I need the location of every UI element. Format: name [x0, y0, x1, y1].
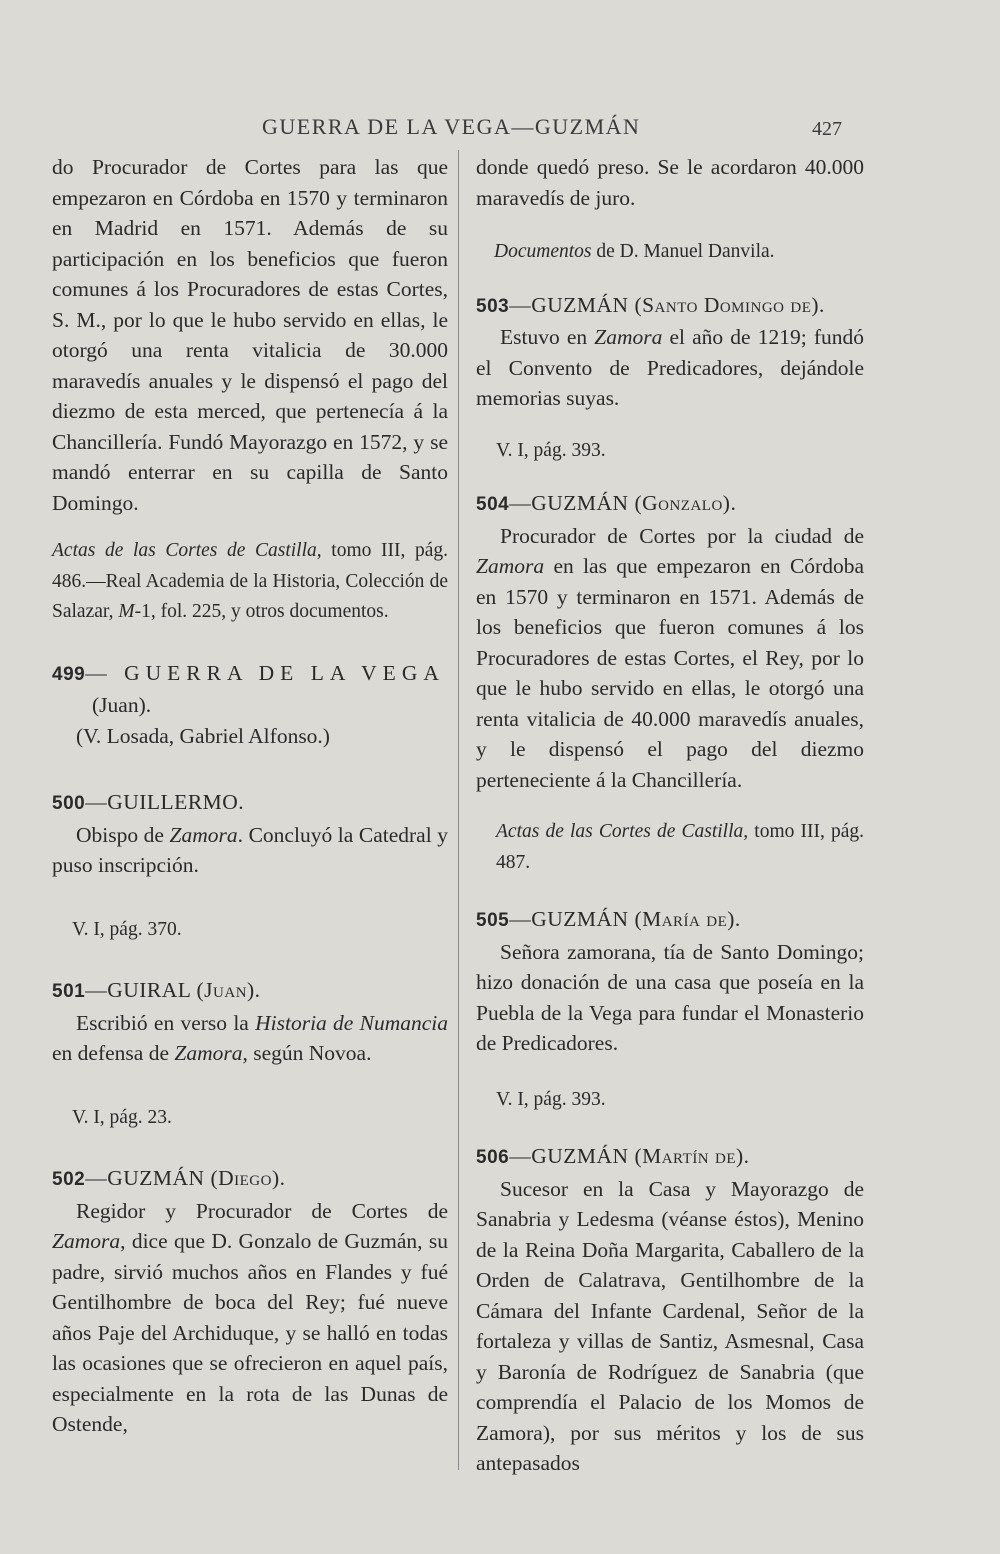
- page-number: 427: [812, 118, 842, 140]
- right-column: [476, 152, 864, 1479]
- entry-heading: [52, 975, 448, 1008]
- entry-number: 500: [52, 793, 86, 814]
- entry-502: [52, 1163, 448, 1440]
- reference-title: Documentos: [494, 241, 592, 262]
- entry-number: 502: [52, 1169, 86, 1190]
- column-divider: [458, 150, 459, 1470]
- entry-number: 506: [476, 1147, 510, 1168]
- entry-reference: V. I, pág. 23.: [72, 1106, 172, 1128]
- entry-506: [476, 1141, 864, 1479]
- entry-text-italic: Zamora: [52, 1229, 121, 1253]
- entry-text-part: , según Novoa.: [242, 1041, 372, 1065]
- entry-text-part: Estuvo en: [500, 325, 595, 349]
- continuation-text: donde quedó preso. Se le acordaron 40.000 maravedís de juro.: [476, 155, 864, 210]
- entry-subname: [92, 690, 448, 721]
- entry-text-part: Regidor y Procurador de Cortes de: [76, 1198, 448, 1223]
- entry-text-italic: Zamora: [174, 1041, 243, 1065]
- entry-heading: [52, 787, 448, 820]
- entry-text: (V. Losada, Gabriel Alfonso.): [76, 723, 330, 748]
- entry-text-part: . Concluyó la Catedral y puso inscripción.: [52, 822, 448, 877]
- entry-text: Señora zamorana, tía de Santo Domingo; hizo donación de una casa que poseía en la Puebla de la Vega para fundar el Monasterio de Predicadores.: [476, 939, 864, 1055]
- entry-text-italic: Historia de Numancia: [255, 1010, 449, 1035]
- continuation-reference: [494, 237, 864, 268]
- entry-reference: V. I, pág. 370.: [72, 918, 182, 940]
- entry-heading: [476, 290, 864, 323]
- continuation-text: do Procurador de Cortes para las que empezaron en Córdoba en 1570 y terminaron en Madrid en 1571. Además de su participación en los beneficios que fueron comunes á los Procuradores de estas Cortes, S. M., por lo que le hubo servido en ellas, le otorgó una renta vitalicia de 30.000 maravedís anuales y le dispensó el pago del diezmo de esta merced, que pertenecía á la Chancillería. Fundó Mayorazgo en 1572, y se mandó enterrar en su capilla de Santo Domingo.: [52, 155, 448, 515]
- entry-reference: [496, 817, 864, 878]
- entry-504: [476, 488, 864, 878]
- entry-name: —GUZMÁN: [85, 1166, 211, 1190]
- entry-subname: (Juan).: [196, 978, 261, 1002]
- entry-text-part: Escribió en verso la: [76, 1010, 256, 1035]
- entry-503: [476, 290, 864, 467]
- entry-text-part: el año de 1219; fundó el Convento de Predicadores, dejándole memorias suyas.: [476, 325, 864, 410]
- entry-subname: (Diego).: [210, 1166, 286, 1190]
- entry-text-part: Procurador de Cortes por la ciudad de: [500, 523, 864, 548]
- reference-text-end: -1, fol. 225, y otros documentos.: [134, 601, 389, 622]
- entry-reference: V. I, pág. 393.: [496, 1088, 606, 1110]
- entry-text-part: Obispo de: [76, 822, 170, 847]
- entry-name: —GUZMÁN: [509, 1144, 635, 1168]
- entry-number: 505: [476, 910, 510, 931]
- entry-name: —GUZMÁN: [509, 292, 635, 317]
- entry-505: [476, 904, 864, 1115]
- reference-text: de D. Manuel Danvila.: [591, 241, 775, 262]
- entry-text-italic: Zamora: [594, 325, 663, 349]
- entry-subname: (Santo Domingo de).: [634, 292, 825, 317]
- entry-name: —GUILLERMO.: [85, 790, 245, 814]
- entry-heading: [52, 658, 448, 691]
- entry-text-part: en las que empezaron en Córdoba en 1570 y terminaron en 1571. Además de los beneficios que fueron comunes á los Procuradores de estas Cortes, el Rey, por lo que le hubo servido en ellas, le otorgó una renta vitalicia de 40.000 maravedís anuales, y le dispensó el pago del diezmo perteneciente á la Chancillería.: [476, 554, 864, 792]
- entry-text: [476, 322, 864, 414]
- entry-text-part: en defensa de: [52, 1041, 175, 1065]
- entry-number: 503: [476, 295, 510, 317]
- entry-subname: (Gonzalo).: [634, 491, 737, 515]
- reference-title: Actas de las Cortes de Castilla,: [496, 821, 749, 842]
- entry-text: Sucesor en la Casa y Mayorazgo de Sanabria y Ledesma (véanse éstos), Menino de la Reina Doña Margarita, Caballero de la Orden de Calatrava, Gentilhombre de la Cámara del Infante Cardenal, Señor de la fortaleza y villas de Santiz, Asmesnal, Casa y Baronía de Rodríguez de Sanabria (que comprendía el Palacio de los Momos de Zamora), por sus méritos y los de sus antepasados: [476, 1176, 864, 1475]
- entry-499: [52, 658, 448, 752]
- reference-title: Actas de las Cortes de Castilla,: [52, 540, 322, 561]
- entry-number: 499: [52, 663, 86, 685]
- entry-heading: [476, 904, 864, 937]
- entry-501: [52, 975, 448, 1133]
- entry-text: [476, 521, 864, 796]
- entry-heading: [476, 488, 864, 521]
- entry-name: —GUZMÁN: [509, 491, 635, 515]
- left-column: [52, 152, 448, 1440]
- entry-text-italic: Zamora: [476, 554, 545, 578]
- entry-name: —GUIRAL: [85, 978, 197, 1002]
- entry-name: —GUZMÁN: [509, 907, 635, 931]
- entry-text: [52, 820, 448, 881]
- entry-heading: [476, 1141, 864, 1174]
- entry-number: 504: [476, 494, 510, 515]
- entry-text: [52, 1008, 448, 1069]
- running-head: GUERRA DE LA VEGA—GUZMÁN: [262, 114, 641, 139]
- entry-number: 501: [52, 981, 86, 1002]
- entry-name: — GUERRA DE LA VEGA: [85, 660, 445, 685]
- reference-text: tomo III, pág. 487.: [496, 821, 864, 873]
- entry-subname-text: (Juan).: [92, 693, 152, 717]
- entry-heading: [52, 1163, 448, 1196]
- reference-text: tomo III, pág. 486.—Real Academia de la Historia, Colección de Salazar,: [52, 540, 448, 622]
- entry-500: [52, 787, 448, 945]
- reference-letter: M: [118, 601, 135, 622]
- entry-subname: (Martín de).: [634, 1144, 750, 1168]
- continuation-reference: [52, 536, 448, 628]
- entry-text-italic: Zamora: [169, 822, 238, 847]
- entry-text-part: , dice que D. Gonzalo de Guzmán, su padre, sirvió muchos años en Flandes y fué Gentilhombre de boca del Rey; fué nueve años Paje del Archiduque, y se halló en todas las ocasiones que se ofrecieron en aquel país, especialmente en la rota de las Dunas de Ostende,: [52, 1229, 448, 1436]
- entry-text: [52, 1196, 448, 1440]
- entry-subname: (María de).: [634, 907, 741, 931]
- entry-reference: V. I, pág. 393.: [496, 439, 606, 461]
